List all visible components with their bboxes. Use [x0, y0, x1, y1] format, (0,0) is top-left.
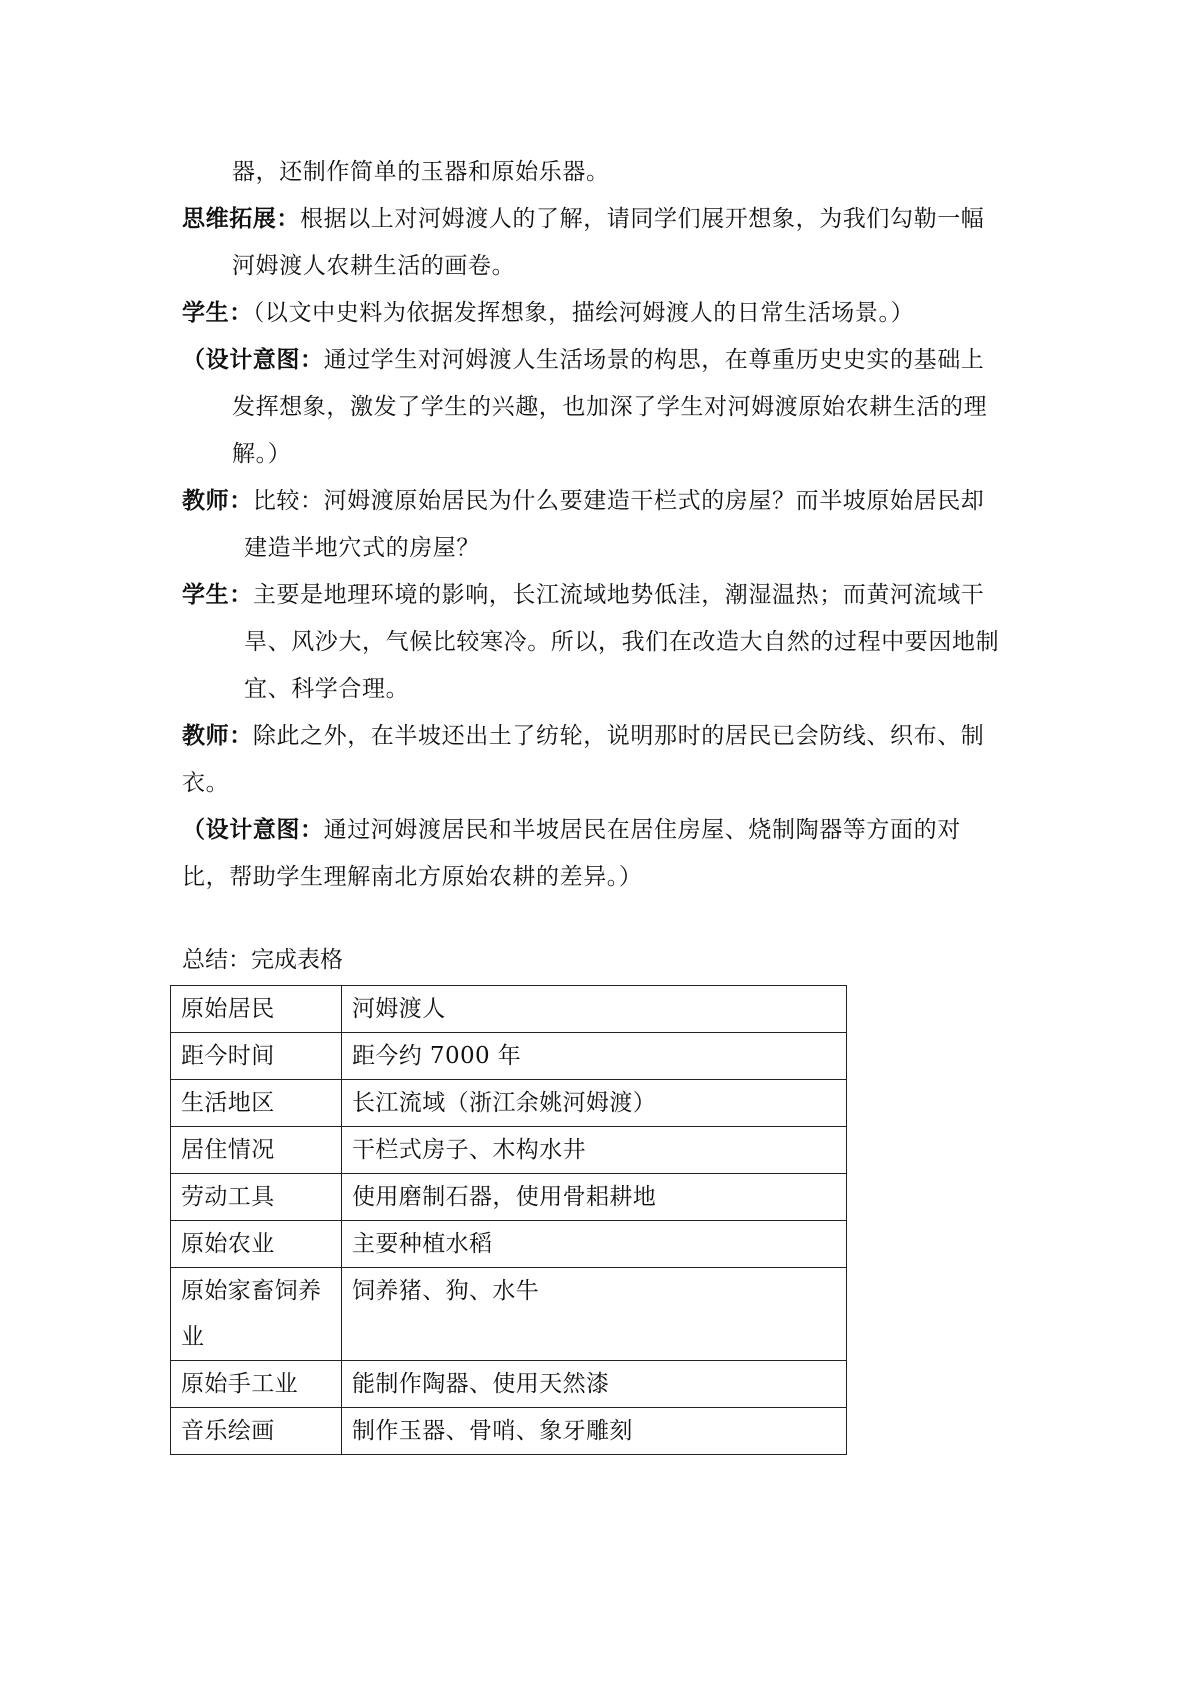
table-row: [171, 1080, 847, 1127]
paragraph-text: 解。）: [232, 441, 292, 467]
row-value: 饲养猪、狗、水牛: [342, 1268, 847, 1361]
paragraph-prefix: 教师：: [182, 488, 253, 514]
table-row: [171, 1408, 847, 1455]
paragraph-text: 主要是地理环境的影响，长江流域地势低洼，潮湿温热；而黄河流域干: [252, 582, 985, 608]
row-label: 劳动工具: [171, 1174, 342, 1221]
paragraph-prefix: （设计意图：: [182, 347, 324, 373]
paragraph-line: [232, 157, 610, 187]
paragraph-line: [182, 862, 643, 892]
row-label: 原始手工业: [171, 1361, 342, 1408]
row-value: 使用磨制石器，使用骨耜耕地: [342, 1174, 847, 1221]
row-value: 能制作陶器、使用天然漆: [342, 1361, 847, 1408]
paragraph-text: 根据以上对河姆渡人的了解，请同学们展开想象，为我们勾勒一幅: [300, 206, 985, 232]
row-label: 生活地区: [171, 1080, 342, 1127]
paragraph-text: 旱、风沙大，气候比较寒冷。所以，我们在改造大自然的过程中要因地制: [244, 629, 1000, 655]
row-value: 距今约 7000 年: [342, 1033, 847, 1080]
paragraph-text: 衣。: [182, 770, 230, 796]
paragraph-text: 通过河姆渡居民和半坡居民在居住房屋、烧制陶器等方面的对: [323, 817, 961, 843]
paragraph-text: 除此之外，在半坡还出土了纺轮，说明那时的居民已会防线、织布、制: [252, 723, 985, 749]
table-row: [171, 986, 847, 1033]
row-label: 距今时间: [171, 1033, 342, 1080]
paragraph-line: [182, 721, 984, 751]
paragraph-line: [182, 298, 914, 328]
table-row: [171, 1174, 847, 1221]
paragraph-line: [244, 674, 409, 704]
paragraph-line: [182, 580, 984, 610]
paragraph-text: 比，帮助学生理解南北方原始农耕的差异。）: [182, 864, 643, 890]
paragraph-text: （以文中史料为依据发挥想象，描绘河姆渡人的日常生活场景。）: [252, 300, 915, 326]
row-label: 居住情况: [171, 1127, 342, 1174]
paragraph-line: [232, 392, 987, 422]
paragraph-text: 宜、科学合理。: [244, 676, 410, 702]
paragraph-prefix: 学生：: [182, 582, 253, 608]
row-value: 干栏式房子、木构水井: [342, 1127, 847, 1174]
table-row: [171, 1268, 847, 1361]
paragraph-text: 河姆渡人农耕生活的画卷。: [232, 253, 516, 279]
paragraph-prefix: （设计意图：: [182, 817, 324, 843]
summary-table: [170, 985, 847, 1455]
paragraph-prefix: 思维拓展：: [182, 206, 300, 232]
paragraph-line: [182, 486, 984, 516]
paragraph-text: 建造半地穴式的房屋？: [244, 535, 480, 561]
summary-title: 总结：完成表格: [182, 947, 343, 973]
paragraph-line: [232, 251, 515, 281]
paragraph-line: [244, 533, 480, 563]
paragraph-text: 通过学生对河姆渡人生活场景的构思，在尊重历史史实的基础上: [323, 347, 985, 373]
table-row: [171, 1221, 847, 1268]
table-row: [171, 1127, 847, 1174]
row-value: 制作玉器、骨哨、象牙雕刻: [342, 1408, 847, 1455]
paragraph-line: [182, 768, 229, 798]
row-label: 原始家畜饲养业: [171, 1268, 342, 1361]
row-value: 长江流域（浙江余姚河姆渡）: [342, 1080, 847, 1127]
paragraph-line: [182, 815, 961, 845]
row-value: 主要种植水稻: [342, 1221, 847, 1268]
paragraph-prefix: 学生：: [182, 300, 253, 326]
row-label: 音乐绘画: [171, 1408, 342, 1455]
paragraph-text: 器，还制作简单的玉器和原始乐器。: [232, 159, 610, 185]
table-row: [171, 1033, 847, 1080]
row-label: 原始居民: [171, 986, 342, 1033]
paragraph-text: 比较：河姆渡原始居民为什么要建造干栏式的房屋？而半坡原始居民却: [252, 488, 985, 514]
row-label: 原始农业: [171, 1221, 342, 1268]
paragraph-text: 发挥想象，激发了学生的兴趣，也加深了学生对河姆渡原始农耕生活的理: [232, 394, 988, 420]
paragraph-prefix: 教师：: [182, 723, 253, 749]
table-row: [171, 1361, 847, 1408]
paragraph-line: [244, 627, 999, 657]
paragraph-line: [182, 204, 984, 234]
row-value: 河姆渡人: [342, 986, 847, 1033]
paragraph-line: [182, 345, 984, 375]
paragraph-line: [232, 439, 291, 469]
